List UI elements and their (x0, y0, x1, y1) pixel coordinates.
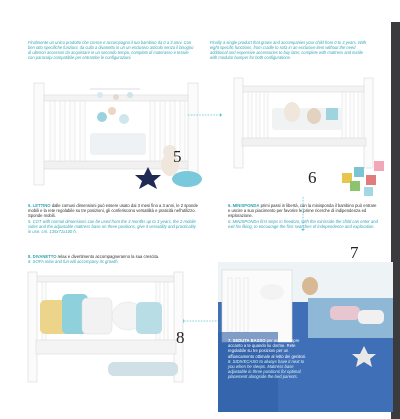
lettino-body-it: dalle comuni dimensioni può essere usato dai 3 mesi fino a 3 anni, le 2 sponde mobili e la rete regolabile su tre posizioni, gli conferiscono versatilità e praticità nell'utilizzo. Sponde mobili. (28, 203, 198, 219)
seduta-bedside-illustration (218, 262, 393, 412)
toy-blocks (338, 155, 388, 200)
divanetto-illustration (24, 270, 189, 390)
arrow-5-to-6 (186, 112, 222, 118)
divanetto-heading: 8. DIVANETTO (28, 254, 57, 259)
section-divanetto (28, 254, 198, 264)
lettino-heading: 5. LETTINO (28, 203, 51, 208)
intro-text-italian: Finalmente un unico prodotto che cresce e accompagna il tuo bambino da 0 a 3 anni. Con ben otto specifiche funzioni, da culla a divanetto in un un esclusivo articolo senza il bisogno di ulteriori accessori da acquistare in un secondo tempo, completo di materasso e tessile con paracolpi compatibile per entrambe le configurazioni. (28, 40, 194, 61)
section-seduta (228, 338, 310, 380)
minisponda-body-it: primi passi in libertà, con la minisponda il bambino può entrare e uscire a suo piacimento per favorire le prime ricerche di indipendenza ed esplorazione. (228, 203, 377, 219)
cot-illustration (20, 75, 210, 190)
divanetto-body-it: relax e divertimento accompagneranno la sua crescita. (57, 254, 160, 259)
lettino-body-en: 5. COT with normal dimensions can be used from the 3 months up to 3 years, the 2 mobile sides and the adjustable mattress base on three positions, give it versatility and practicality in use. cm. 135x71x100 h. (28, 218, 196, 235)
minisponda-heading: 6. MINISPONDA (228, 203, 260, 208)
step-number-7: 7 (350, 243, 359, 262)
step-number-5: 5 (173, 147, 182, 166)
intro-text-english: Finally a single product that grows and accompanies your child from 0 to 3 years. With eight specific functions, from cradle to sofa in an exclusive item without the need additional and expensive accessories to buy later, complete with mattress and textile with modular bumper for both configurations. (210, 40, 367, 61)
divanetto-body-en: 8. SOFA relax and fun will accompany its growth. (28, 259, 119, 265)
section-lettino (28, 203, 198, 234)
section-minisponda (228, 203, 378, 229)
minisponda-body-en: 6. MINISPONDA first steps in freedom, with the minisside the child can enter and exit his liking, to encourage the first searches of independence and exploration. (228, 218, 378, 229)
seduta-heading: 7. SEDUTA BASSO (228, 338, 266, 343)
step-number-8: 8 (176, 328, 185, 347)
seduta-body-en: 8. SIDIVECASO to always have it next to you when he sleeps. Mattress base adjustable in three positions for optimal placement alongside the bed parents. (228, 358, 305, 380)
step-number-6: 6 (308, 168, 317, 187)
seduta-body-it: per avere sempre accanto a te quando lui dorme. Rete regolabile su tre posizioni per un affiancamento ottimale al letto dei genitori. (228, 338, 307, 359)
